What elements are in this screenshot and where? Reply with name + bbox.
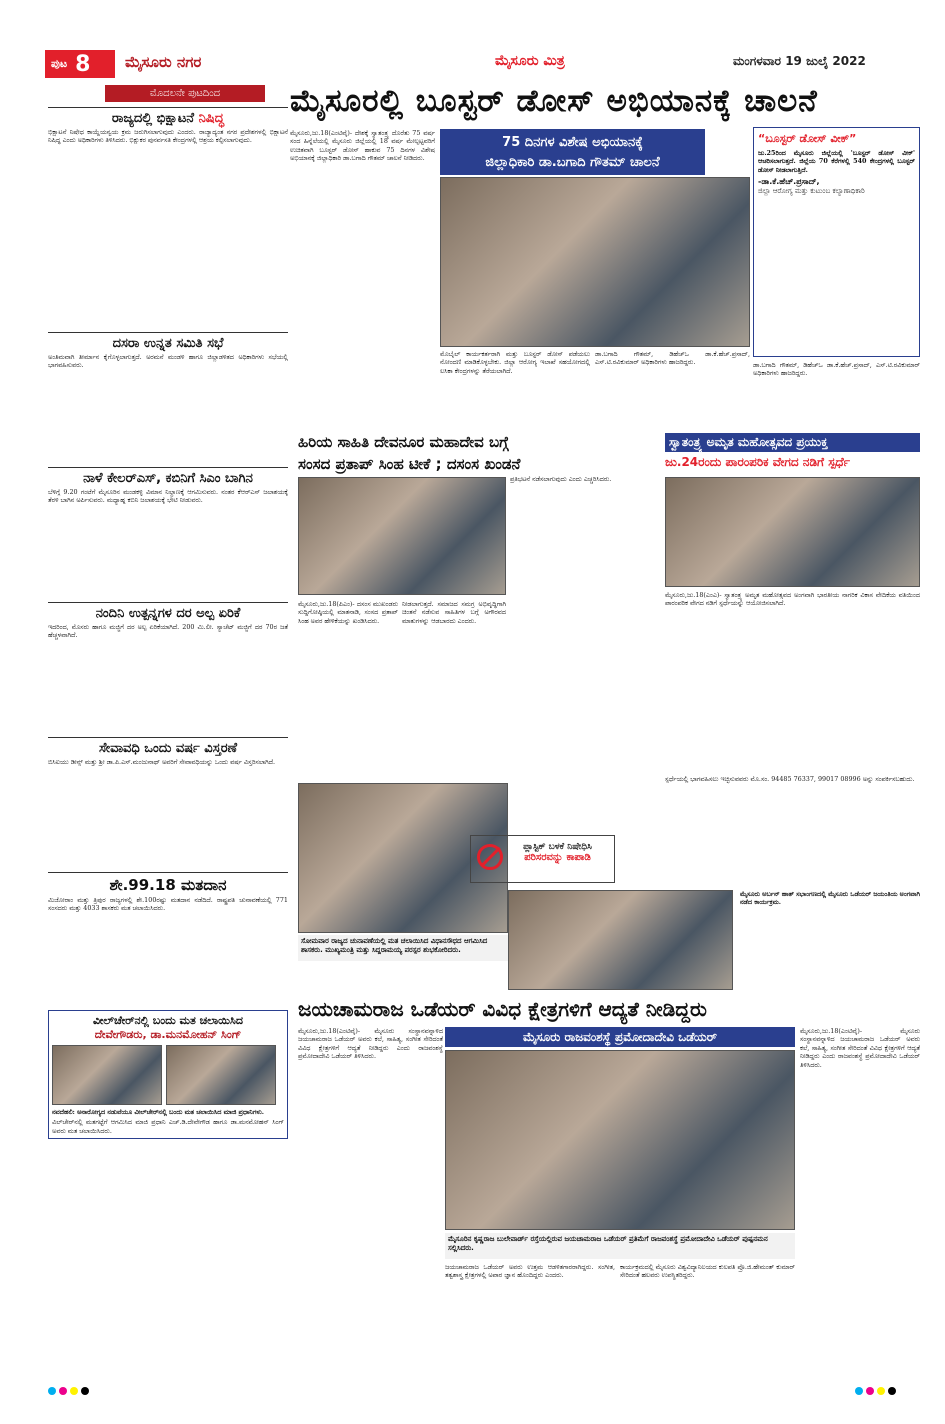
wadiyar-photo (445, 1050, 795, 1230)
story-begging-title-a: ರಾಜ್ಯದಲ್ಲಿ ಭಿಕ್ಷಾಟನೆ (111, 111, 199, 126)
wadiyar-caption: ಮೈಸೂರಿನ ಕೃಷ್ಣರಾಜ ಬುಲೇವಾರ್ಡ್ ರಸ್ತೆಯಲ್ಲಿರುವ ಜಯಚಾಮರಾಜ ಒಡೆಯರ್ ಪ್ರತಿಮೆಗೆ ರಾಜವಂಶಸ್ಥೆ ಪ್ರಮೋದಾದೇವಿ ಒಡೆಯರ್ ಪುಷ್ಪನಮನ ಸಲ್ಲಿಸಿದರು. (445, 1233, 795, 1259)
print-registration-marks-right (855, 1387, 915, 1395)
wheelchair-body: ವಿಲ್‌ಚೇರ್‌ನಲ್ಲಿ ಮತಗಟ್ಟೆಗೆ ಆಗಮಿಸಿದ ಮಾಜಿ ಪ್ರಧಾನಿ ಎಚ್.ಡಿ.ದೇವೇಗೌಡ ಹಾಗೂ ಡಾ.ಮನಮೋಹನ್ ಸಿಂಗ್ ಅವರು ಮತ ಚಲಾಯಿಸಿದರು. (52, 1118, 284, 1135)
wadiyar-body-2: ಜಯಚಾಮರಾಜ ಒಡೆಯರ್ ಅವರು ಉತ್ತಮ ಆಡಳಿತಗಾರರಾಗಿದ್ದರು. ಸಂಗೀತ, ತತ್ವಶಾಸ್ತ್ರ ಕ್ಷೇತ್ರಗಳಲ್ಲಿ ಅಪಾರ ಜ್ಞಾನ ಹೊಂದಿದ್ದರು ಎಂದರು. (445, 1263, 615, 1280)
section-name: ಮೈಸೂರು ನಗರ (125, 53, 202, 71)
devanur-photo (298, 477, 506, 595)
story-extension-title: ಸೇವಾವಧಿ ಒಂದು ವರ್ಷ ವಿಸ್ತರಣೆ (48, 737, 288, 756)
main-body: ಮೈಸೂರು,ಜು.18(ಎಂಟಿವೈ)- ದೇಶಕ್ಕೆ ಸ್ವಾತಂತ್ರ್ಯ ದೊರೆತು 75 ವರ್ಷ ಸಂದ ಹಿನ್ನೆಲೆಯಲ್ಲಿ ಮೈಸೂರು ಜಿಲ್ಲೆಯಲ್ಲಿ 18 ವರ್ಷ ಮೇಲ್ಪಟ್ಟವರಿಗೆ ಉಚಿತವಾಗಿ ಬೂಸ್ಟರ್ ಡೋಸ್ ಹಾಕುವ 75 ದಿನಗಳ ವಿಶೇಷ ಅಭಿಯಾನಕ್ಕೆ ಜಿಲ್ಲಾಧಿಕಾರಿ ಡಾ.ಬಗಾದಿ ಗೌತಮ್ ಚಾಲನೆ ನೀಡಿದರು. (290, 129, 435, 163)
story-dasara-title: ದಸರಾ ಉನ್ನತ ಸಮಿತಿ ಸಭೆ (48, 332, 288, 351)
booster-week-sign: -ಡಾ.ಕೆ.ಹೆಚ್.ಪ್ರಸಾದ್, (758, 177, 820, 187)
wheelchair-caption: ನವದೆಹಲಿ: ಅನಾರೋಗ್ಯದ ನಡುವೆಯೂ ವೀಲ್‌ಚೇರ್‌ನಲ್ಲಿ ಬಂದು ಮತ ಚಲಾಯಿಸಿದ ಮಾಜಿ ಪ್ರಧಾನಿಗಳು. (52, 1108, 264, 1116)
story-voting-title: ಶೇ.99.18 ಮತದಾನ (48, 872, 288, 894)
booster-week-box (753, 127, 920, 357)
paper-name: ಮೈಸೂರು ಮಿತ್ರ (495, 53, 565, 69)
wadiyar-body-4: ಮೈಸೂರು,ಜು.18(ಎಂಟಿವೈ)- ಮೈಸೂರು ಸಂಸ್ಥಾನವನ್ನಾಳಿದ ಜಯಚಾಮರಾಜ ಒಡೆಯರ್ ಅವರು ಕಲೆ, ಸಾಹಿತ್ಯ, ಸಂಗೀತ ಸೇರಿದಂತೆ ವಿವಿಧ ಕ್ಷೇತ್ರಗಳಿಗೆ ಆದ್ಯತೆ ನೀಡಿದ್ದರು ಎಂದು ರಾಜವಂಶಸ್ಥೆ ಪ್ರಮೋದಾದೇವಿ ಒಡೆಯರ್ ತಿಳಿಸಿದರು. (800, 1027, 920, 1069)
masthead (40, 45, 920, 85)
booster-week-body: ಜು.25ರಿಂದ ಮೈಸೂರು ಜಿಲ್ಲೆಯಲ್ಲಿ 'ಬೂಸ್ಟರ್ ಡೋಸ್ ವೀಕ್' ಆಚರಿಸಲಾಗುತ್ತದೆ. ಜಿಲ್ಲೆಯ 70 ಕೆರೆಗಳಲ್ಲಿ 540 ಕೇಂದ್ರಗಳಲ್ಲಿ ಬೂಸ್ಟರ್ ಡೋಸ್ ನೀಡಲಾಗುತ್ತಿದೆ. (758, 149, 915, 174)
issue-date: ಮಂಗಳವಾರ 19 ಜುಲೈ 2022 (733, 54, 866, 68)
devanur-body-3: ಪ್ರತಿಭಟನೆ ನಡೆಸಲಾಗುವುದು ಎಂದು ಎಚ್ಚರಿಸಿದರು. (510, 475, 612, 483)
story-nandini-body: ಇದರಿಂದ, ಮೊಸರು ಹಾಗೂ ಮಜ್ಜಿಗೆ ದರ ಅಲ್ಪ ಏರಿಕೆಯಾಗಿದೆ. 200 ಮಿ.ಲೀ. ಸ್ಯಾಚೆಟ್ ಮಜ್ಜಿಗೆ ದರ 70ರ ಜತೆ ಹೆಚ್ಚಳವಾಗಿದೆ. (48, 623, 288, 640)
story-nandini-title: ನಂದಿನಿ ಉತ್ಪನ್ನಗಳ ದರ ಅಲ್ಪ ಏರಿಕೆ (48, 602, 288, 621)
continued-tag: ಮೊದಲನೇ ಪುಟದಿಂದ (105, 85, 265, 102)
event-photo (508, 890, 733, 990)
main-subhead-1: 75 ದಿನಗಳ ವಿಶೇಷ ಅಭಿಯಾನಕ್ಕೆ (502, 135, 643, 150)
page-number: 8 (75, 51, 91, 77)
wheelchair-box (48, 1010, 288, 1139)
page-number-box (45, 50, 115, 78)
story-begging-body: ಭಿಕ್ಷಾಟನೆ ನಿಷೇಧ ಕಾಯ್ದೆಯನ್ವಯ ಕ್ರಮ ಜರುಗಿಸಲಾಗುವುದು ಎಂದರು. ರಾಜ್ಯಾದ್ಯಂತ ನಗರ ಪ್ರದೇಶಗಳಲ್ಲಿ ಭಿಕ್ಷಾಟನೆ ನಿಷಿದ್ಧ ಎಂದು ಅಧಿಕಾರಿಗಳು ತಿಳಿಸಿದರು. ಭಿಕ್ಷುಕರ ಪುನರ್ವಸತಿ ಕೇಂದ್ರಗಳಲ್ಲಿ ಆಶ್ರಯ ಕಲ್ಪಿಸಲಾಗುವುದು. (48, 128, 288, 145)
main-subhead (440, 129, 705, 175)
amrut-title-1: ಸ್ವಾತಂತ್ರ್ಯ ಅಮೃತ ಮಹೋತ್ಸವದ ಪ್ರಯುಕ್ತ (665, 433, 920, 452)
main-body-2: ಮೊಬೈಲ್ ಕಾರ್ಯಕರ್ತರಾಗಿ ಮತ್ತು ಬೂಸ್ಟರ್ ಡೋಸ್ ಪಡೆಯಲು ನೋಂದಣಿ ಮಾಡಿಕೊಳ್ಳಬೇಕು. ಜಿಲ್ಲಾ ಆರೋಗ್ಯ ಇಲಾಖೆ ಸಹಯೋಗದಲ್ಲಿ ಲಸಿಕಾ ಕೇಂದ್ರಗಳನ್ನು ತೆರೆಯಲಾಗಿದೆ. (440, 350, 590, 375)
wadiyar-body: ಮೈಸೂರು,ಜು.18(ಎಂಟಿವೈ)- ಮೈಸೂರು ಸಂಸ್ಥಾನವನ್ನಾಳಿದ ಜಯಚಾಮರಾಜ ಒಡೆಯರ್ ಅವರು ಕಲೆ, ಸಾಹಿತ್ಯ, ಸಂಗೀತ ಸೇರಿದಂತೆ ವಿವಿಧ ಕ್ಷೇತ್ರಗಳಿಗೆ ಆದ್ಯತೆ ನೀಡಿದ್ದರು ಎಂದು ರಾಜವಂಶಸ್ಥೆ ಪ್ರಮೋದಾದೇವಿ ಒಡೆಯರ್ ತಿಳಿಸಿದರು. (298, 1027, 443, 1061)
amrut-body-2: ಸ್ಪರ್ಧೆಯಲ್ಲಿ ಭಾಗವಹಿಸಲು ಇಚ್ಛಿಸುವವರು ಮೊ.ಸಂ. 94485 76337, 99017 08996 ಅನ್ನು ಸಂಪರ್ಕಿಸಬಹುದು. (665, 775, 915, 783)
devanur-body: ಮೈಸೂರು,ಜು.18(ಪಿಎಂ)- ದಸಂಸ ಮುಖಂಡರು ಸುದ್ದಿಗೋಷ್ಠಿಯಲ್ಲಿ ಮಾತನಾಡಿ, ಸಂಸದ ಪ್ರತಾಪ್ ಸಿಂಹ ಅವರ ಹೇಳಿಕೆಯನ್ನು ಖಂಡಿಸಿದರು. (298, 600, 398, 625)
left-column (48, 103, 288, 1139)
story-extension-body: ಬಿಸಿಐಯು ಡೀನ್ಸ್ ಮತ್ತು ಶ್ರೀ ಡಾ.ಪಿ.ಎಸ್.ಮಂಜುನಾಥ್ ಅವರಿಗೆ ಸೇವಾವಧಿಯನ್ನು ಒಂದು ವರ್ಷ ವಿಸ್ತರಿಸಲಾಗಿದೆ. (48, 758, 276, 766)
story-begging-title (48, 107, 288, 126)
amrut-body: ಮೈಸೂರು,ಜು.18(ಎಂಎ)- ಸ್ವಾತಂತ್ರ್ಯ ಅಮೃತ ಮಹೋತ್ಸವದ ಅಂಗವಾಗಿ ಭಾರತೀಯ ನಾಗರಿಕ ವಿಕಾಸ ವೇದಿಕೆಯ ವತಿಯಿಂದ ಪಾರಂಪರಿಕ ವೇಗದ ನಡಿಗೆ ಸ್ಪರ್ಧೆಯನ್ನು ಆಯೋಜಿಸಲಾಗಿದೆ. (665, 591, 920, 608)
story-krs-title: ನಾಳೆ ಕೇಲರ್‌ಎಸ್, ಕಬಿನಿಗೆ ಸಿಎಂ ಬಾಗಿನ (48, 467, 288, 486)
story-voting-body: ಮಿಜೋರಾಂ ಮತ್ತು ತ್ರಿಪುರ ರಾಜ್ಯಗಳಲ್ಲಿ ಶೇ.100ರಷ್ಟು ಮತದಾನ ನಡೆದಿದೆ. ರಾಷ್ಟ್ರಪತಿ ಚುನಾವಣೆಯಲ್ಲಿ 771 ಸಂಸದರು ಮತ್ತು 4033 ಶಾಸಕರು ಮತ ಚಲಾಯಿಸಿದರು. (48, 896, 288, 913)
devanur-body-2: ನೀಡಲಾಗುತ್ತದೆ. ಸಮಾಜದ ಸಮಗ್ರ ಅಭಿವೃದ್ಧಿಗಾಗಿ ಚಿಂತನೆ ನಡೆಸುವ ಸಾಹಿತಿಗಳ ಬಗ್ಗೆ ಅಗೌರವದ ಮಾತುಗಳನ್ನು ಆಡಬಾರದು ಎಂದರು. (402, 600, 506, 625)
booster-week-role: ಜಿಲ್ಲಾ ಆರೋಗ್ಯ ಮತ್ತು ಕುಟುಂಬ ಕಲ್ಯಾಣಾಧಿಕಾರಿ (758, 187, 865, 196)
wheelchair-photo-1 (52, 1045, 162, 1105)
main-photo (440, 177, 750, 347)
no-plastic-icon (477, 844, 503, 870)
poster-line-1: ಪ್ಲಾಸ್ಟಿಕ್ ಬಳಕೆ ನಿಷೇಧಿಸಿ (523, 842, 592, 852)
poster-line-2: ಪರಿಸರವನ್ನು ಕಾಪಾಡಿ (524, 852, 591, 863)
devanur-title-1: ಹಿರಿಯ ಸಾಹಿತಿ ದೇವನೂರ ಮಹಾದೇವ ಬಗ್ಗೆ (298, 433, 509, 451)
main-body-3: ಡಾ.ಬಗಾದಿ ಗೌತಮ್, ಡಿಹೆಚ್‌ಒ ಡಾ.ಕೆ.ಹೆಚ್.ಪ್ರಸಾದ್, ಎಸ್.ಟಿ.ರವಿಕುಮಾರ್ ಅಧಿಕಾರಿಗಳು ಹಾಜರಿದ್ದರು. (595, 350, 750, 367)
story-krs-body: ಬೆಳಿಗ್ಗೆ 9.20 ಗಂಟೆಗೆ ಮೈಸೂರಿನ ಮಂಡಕಳ್ಳಿ ವಿಮಾನ ನಿಲ್ದಾಣಕ್ಕೆ ಆಗಮಿಸುವರು. ನಂತರ ಕೆಆರ್‌ಎಸ್ ಜಲಾಶಯಕ್ಕೆ ತೆರಳಿ ಬಾಗಿನ ಅರ್ಪಿಸುವರು. ಮಧ್ಯಾಹ್ನ ಕಬಿನಿ ಜಲಾಶಯಕ್ಕೆ ಭೇಟಿ ನೀಡುವರು. (48, 488, 288, 505)
newspaper-page (40, 45, 920, 1400)
amrut-title-2: ಜು.24ರಂದು ಪಾರಂಪರಿಕ ವೇಗದ ನಡಿಗೆ ಸ್ಪರ್ಧೆ (665, 455, 850, 469)
story-begging-title-b: ನಿಷಿದ್ಧ (198, 111, 225, 126)
wheelchair-title-1: ವೀಲ್‌ಚೇರ್‌ನಲ್ಲಿ ಬಂದು ಮತ ಚಲಾಯಿಸಿದ (93, 1014, 243, 1027)
booster-week-title: “ಬೂಸ್ಟರ್ ಡೋಸ್ ವೀಕ್” (758, 132, 857, 145)
wheelchair-title-2: ದೇವೇಗೌಡರು, ಡಾ.ಮನಮೋಹನ್ ಸಿಂಗ್ (94, 1028, 242, 1041)
wadiyar-subhead: ಮೈಸೂರು ರಾಜವಂಶಸ್ಥೆ ಪ್ರಮೋದಾದೇವಿ ಒಡೆಯರ್ (445, 1027, 795, 1047)
event-side-text: ಮೈಸೂರು ಅರ್ಬನ್ ಹಾತ್ ಸಭಾಂಗಣದಲ್ಲಿ ಮೈಸೂರು ಒಡೆಯರ್ ಜಯಂತಿಯ ಅಂಗವಾಗಿ ನಡೆದ ಕಾರ್ಯಕ್ರಮ. (740, 890, 920, 907)
main-body-continued: ಡಾ.ಬಗಾದಿ ಗೌತಮ್, ಡಿಹೆಚ್‌ಒ ಡಾ.ಕೆ.ಹೆಚ್.ಪ್ರಸಾದ್, ಎಸ್.ಟಿ.ರವಿಕುಮಾರ್ ಅಧಿಕಾರಿಗಳು ಹಾಜರಿದ್ದರು. (753, 361, 920, 378)
wadiyar-body-3: ಕಾರ್ಯಕ್ರಮದಲ್ಲಿ ಮೈಸೂರು ವಿಶ್ವವಿದ್ಯಾನಿಲಯದ ಕುಲಪತಿ ಪ್ರೊ.ಜಿ.ಹೇಮಂತ್ ಕುಮಾರ್ ಸೇರಿದಂತೆ ಹಲವರು ಉಪಸ್ಥಿತರಿದ್ದರು. (620, 1263, 795, 1280)
story-dasara-body: ಅಂತಿಮವಾಗಿ ತೀರ್ಮಾನ ಕೈಗೊಳ್ಳಲಾಗುತ್ತದೆ. ಅರಮನೆ ಮಂಡಳಿ ಹಾಗೂ ಜಿಲ್ಲಾಡಳಿತದ ಅಧಿಕಾರಿಗಳು ಸಭೆಯಲ್ಲಿ ಭಾಗವಹಿಸುವರು. (48, 353, 288, 370)
cm-photo-caption: ಸೋಮವಾರ ರಾಜ್ಯದ ಚುನಾವಣೆಯಲ್ಲಿ ಮತ ಚಲಾಯಿಸಿದ ವಿಧಾನಸೌಧದ ಆಗಮಿಸಿದ ಶಾಸಕರು. ಮುಖ್ಯಮಂತ್ರಿ ಮತ್ತು ಸಿದ್ದರಾಮಯ್ಯ ಪರಸ್ಪರ ಶುಭಕೋರಿದರು. (298, 935, 508, 961)
devanur-title-2: ಸಂಸದ ಪ್ರತಾಪ್ ಸಿಂಹ ಟೀಕೆ ; ದಸಂಸ ಖಂಡನೆ (298, 455, 521, 473)
page-label: ಪುಟ (51, 57, 68, 70)
main-subhead-2: ಜಿಲ್ಲಾಧಿಕಾರಿ ಡಾ.ಬಗಾದಿ ಗೌತಮ್ ಚಾಲನೆ (485, 155, 660, 170)
main-headline: ಮೈಸೂರಲ್ಲಿ ಬೂಸ್ಟರ್ ಡೋಸ್ ಅಭಿಯಾನಕ್ಕೆ ಚಾಲನೆ (290, 83, 818, 119)
wheelchair-photo-2 (166, 1045, 276, 1105)
wadiyar-title: ಜಯಚಾಮರಾಜ ಒಡೆಯರ್ ವಿವಿಧ ಕ್ಷೇತ್ರಗಳಿಗೆ ಆದ್ಯತೆ ನೀಡಿದ್ದರು (298, 997, 707, 1021)
plastic-ban-poster (470, 835, 615, 883)
print-registration-marks-left (48, 1387, 108, 1395)
amrut-photo (665, 477, 920, 587)
